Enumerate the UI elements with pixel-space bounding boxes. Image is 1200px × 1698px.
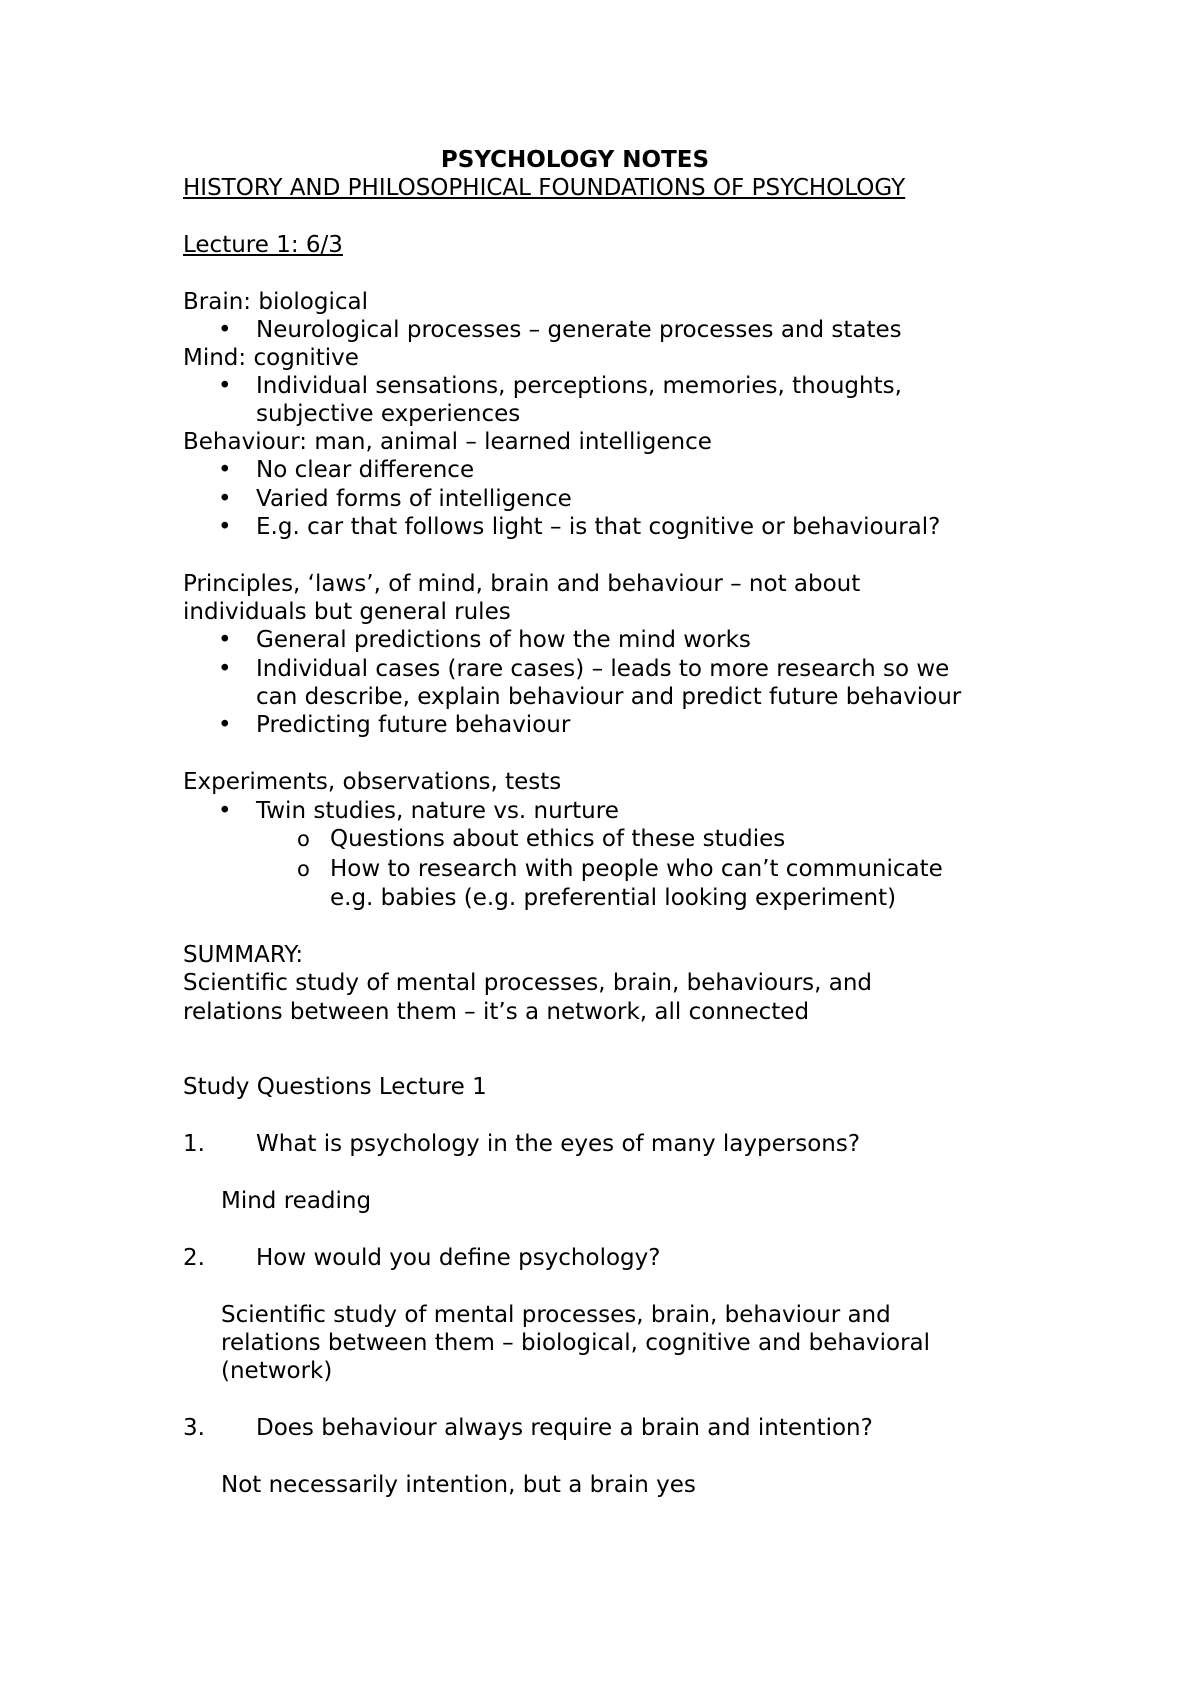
bullet-icon: • [218, 317, 232, 343]
bullet-icon: • [218, 712, 232, 738]
list-item: Neurological processes – generate processes and states [256, 317, 902, 343]
list-item: E.g. car that follows light – is that cognitive or behavioural? [256, 514, 941, 540]
document-subtitle: HISTORY AND PHILOSOPHICAL FOUNDATIONS OF PSYCHOLOGY [183, 175, 906, 201]
list-item: Individual sensations, perceptions, memories, thoughts, [256, 373, 902, 399]
question-text: Does behaviour always require a brain and intention? [256, 1415, 873, 1441]
list-item: Individual cases (rare cases) – leads to more research so we [256, 656, 950, 682]
principles-heading-continuation: individuals but general rules [183, 599, 511, 625]
bullet-icon: • [218, 627, 232, 653]
lecture-heading: Lecture 1: 6/3 [183, 232, 343, 258]
bullet-icon: • [218, 656, 232, 682]
list-item: Varied forms of intelligence [256, 486, 572, 512]
summary-heading: SUMMARY: [183, 942, 304, 968]
bullet-icon: • [218, 457, 232, 483]
list-item: General predictions of how the mind works [256, 627, 751, 653]
question-number: 1. [183, 1131, 205, 1157]
list-item-continuation: can describe, explain behaviour and predict future behaviour [256, 684, 962, 710]
document-title: PSYCHOLOGY NOTES [440, 147, 710, 173]
sub-bullet-icon: o [297, 827, 310, 851]
brain-heading: Brain: biological [183, 289, 368, 315]
sub-list-item: How to research with people who can’t communicate [330, 856, 943, 882]
answer-text-continuation: (network) [221, 1358, 333, 1384]
summary-text: Scientific study of mental processes, brain, behaviours, and [183, 970, 873, 996]
principles-heading: Principles, ‘laws’, of mind, brain and behaviour – not about [183, 571, 861, 597]
mind-heading: Mind: cognitive [183, 345, 359, 371]
question-text: What is psychology in the eyes of many laypersons? [256, 1131, 861, 1157]
list-item: Predicting future behaviour [256, 712, 571, 738]
answer-text: Scientific study of mental processes, brain, behaviour and [221, 1302, 891, 1328]
behaviour-heading: Behaviour: man, animal – learned intelligence [183, 429, 712, 455]
question-number: 3. [183, 1415, 205, 1441]
list-item: No clear difference [256, 457, 475, 483]
sub-list-item-continuation: e.g. babies (e.g. preferential looking experiment) [330, 885, 897, 911]
sub-bullet-icon: o [297, 857, 310, 881]
answer-text-continuation: relations between them – biological, cognitive and behavioral [221, 1330, 931, 1356]
bullet-icon: • [218, 373, 232, 399]
answer-text: Not necessarily intention, but a brain yes [221, 1472, 696, 1498]
list-item: Twin studies, nature vs. nurture [256, 798, 619, 824]
study-questions-heading: Study Questions Lecture 1 [183, 1074, 487, 1100]
experiments-heading: Experiments, observations, tests [183, 769, 562, 795]
sub-list-item: Questions about ethics of these studies [330, 826, 786, 852]
question-number: 2. [183, 1245, 205, 1271]
summary-text-continuation: relations between them – it’s a network, all connected [183, 999, 810, 1025]
bullet-icon: • [218, 514, 232, 540]
question-text: How would you define psychology? [256, 1245, 661, 1271]
list-item-continuation: subjective experiences [256, 401, 521, 427]
bullet-icon: • [218, 486, 232, 512]
bullet-icon: • [218, 798, 232, 824]
answer-text: Mind reading [221, 1188, 372, 1214]
